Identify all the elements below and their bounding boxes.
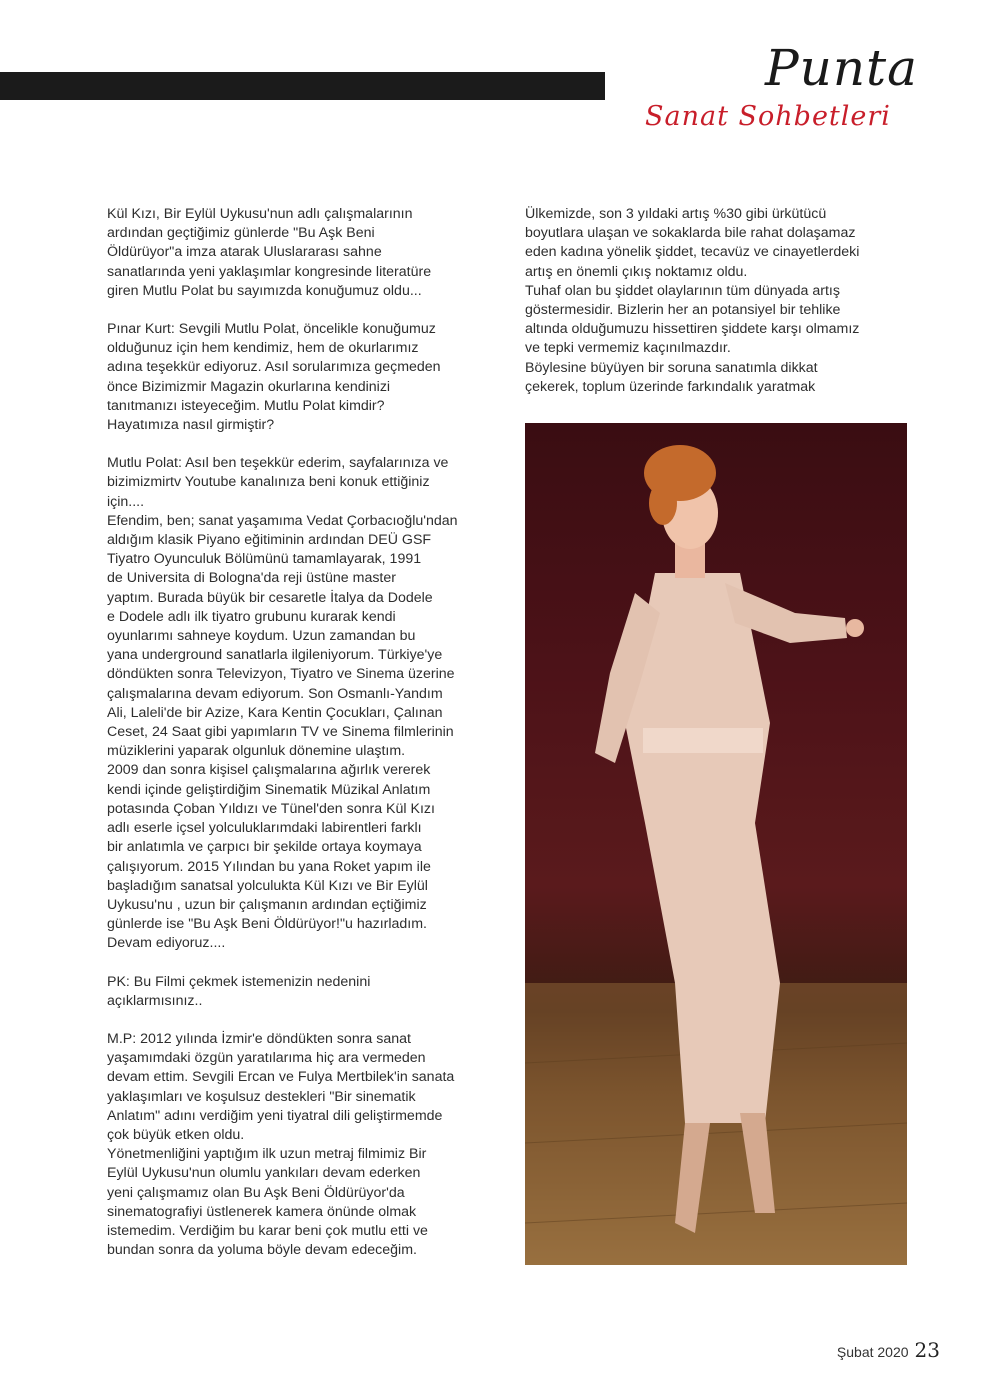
- question-paragraph: PK: Bu Filmi çekmek istemenizin nedenini açıklarmısınız..: [107, 973, 371, 1009]
- performer-illustration: [525, 423, 907, 1265]
- intro-paragraph: Kül Kızı, Bir Eylül Uykusu'nun adlı çalışmalarının ardından geçtiğimiz günlerde "Bu Aşk Beni Öldürüyor"a imza atarak Uluslararası sahne sanatlarında yeni yaklaşımlar kongresinde literatüre giren Mutlu Polat bu sayımızda konuğumuz oldu...: [107, 206, 432, 299]
- body-paragraph: Ülkemizde, son 3 yıldaki artış %30 gibi ürkütücü boyutlara ulaşan ve sokaklarda bile rahat dolaşamaz eden kadına yönelik şiddet, tecavüz ve cinayetlerdeki artış en önemli çıkış noktamız oldu. Tuhaf olan bu şiddet olaylarının tüm dünyada artış göstermesidir. Bizlerin her an potansiyel bir tehlike altında olduğumuzu hissettiren şiddete karşı olmamız ve tepki vermemiz kaçınılmazdır. Böylesine büyüyen bir soruna sanatımla dikkat çekerek, toplum üzerinde farkındalık yaratmak: [525, 206, 860, 395]
- brand-subtitle: Sanat Sohbetleri: [645, 101, 891, 132]
- left-column: [107, 205, 497, 1279]
- answer-paragraph: Mutlu Polat: Asıl ben teşekkür ederim, sayfalarınıza ve bizimizmirtv Youtube kanalınıza beni konuk ettiğiniz için.... Efendim, ben; sanat yaşamıma Vedat Çorbacıoğlu'ndan aldığım klasik Piyano eğitiminin ardından DEÜ GSF Tiyatro Oyunculuk Bölümünü tamamlayarak, 1991 de Universita di Bologna'da reji üstüne master yaptım. Burada büyük bir cesaretle İtalya da Dodele e Dodele adlı ilk tiyatro grubunu kurarak kendi oyunlarımı sahneye koydum. Uzun zamandan bu yana underground sanatlarla ilgileniyorum. Türkiye'ye döndükten sonra Televizyon, Tiyatro ve Sinema üzerine çalışmalarına devam ediyorum. Son Osmanlı-Yandım Ali, Laleli'de bir Azize, Kara Kentin Çocukları, Çalınan Ceset, 24 Saat gibi yapımların TV ve Sinema filmlerinin müziklerini yaparak olgunluk dönemine ulaştım. 2009 dan sonra kişisel çalışmalarına ağırlık vererek kendi içinde geliştirdiğim Sinematik Müzikal Anlatım potasında Çoban Yıldızı ve Tünel'den sonra Kül Kızı adlı eserle içsel yolculuklarımdaki labirentleri farklı bir anlatımla ve çarpıcı bir şekilde ortaya koymaya çalışıyorum. 2015 Yılından bu yana Roket yapım ile başladığım sanatsal yolculukta Kül Kızı ve Bir Eylül Uykusu'nu , uzun bir çalışmanın ardından eçtiğimiz günlerde ise "Bu Aşk Beni Öldürüyor!"u hazırladım. Devam ediyoruz....: [107, 455, 458, 952]
- answer-paragraph: M.P: 2012 yılında İzmir'e döndükten sonra sanat yaşamımdaki özgün yaratılarıma hiç ara vermeden devam ettim. Sevgili Ercan ve Fulya Mertbilek'in sanata yaklaşımları ve koşulsuz destekleri "Bir sinematik Anlatım" adını verdiğim yeni tiyatral dili geliştirmemde çok büyük etken oldu. Yönetmenliğini yaptığım ilk uzun metraj filmimiz Bir Eylül Uykusu'nun olumlu yankıları devam ederken yeni çalışmamız olan Bu Aşk Beni Öldürüyor'da sinematografiyi üstlenerek kamera önünde olmak istemedim. Verdiğim bu karar beni çok mutlu etti ve bundan sonra da yoluma böyle devam edeceğim.: [107, 1030, 455, 1259]
- page-number: 23: [914, 1338, 940, 1362]
- right-column: [525, 205, 910, 416]
- brand-title: Punta: [765, 39, 918, 97]
- performer-photo: [525, 423, 907, 1265]
- header-bar: [0, 72, 605, 100]
- question-paragraph: Pınar Kurt: Sevgili Mutlu Polat, öncelikle konuğumuz olduğunuz için hem kendimiz, hem de okurlarımız adına teşekkür ediyoruz. Asıl sorularımıza geçmeden önce Bizimizmir Magazin okurlarına kendinizi tanıtmanızı isteyeceğim. Mutlu Polat kimdir? Hayatımıza nasıl girmiştir?: [107, 321, 441, 434]
- issue-date: Şubat 2020: [836, 1344, 909, 1360]
- page-footer: [837, 1338, 940, 1362]
